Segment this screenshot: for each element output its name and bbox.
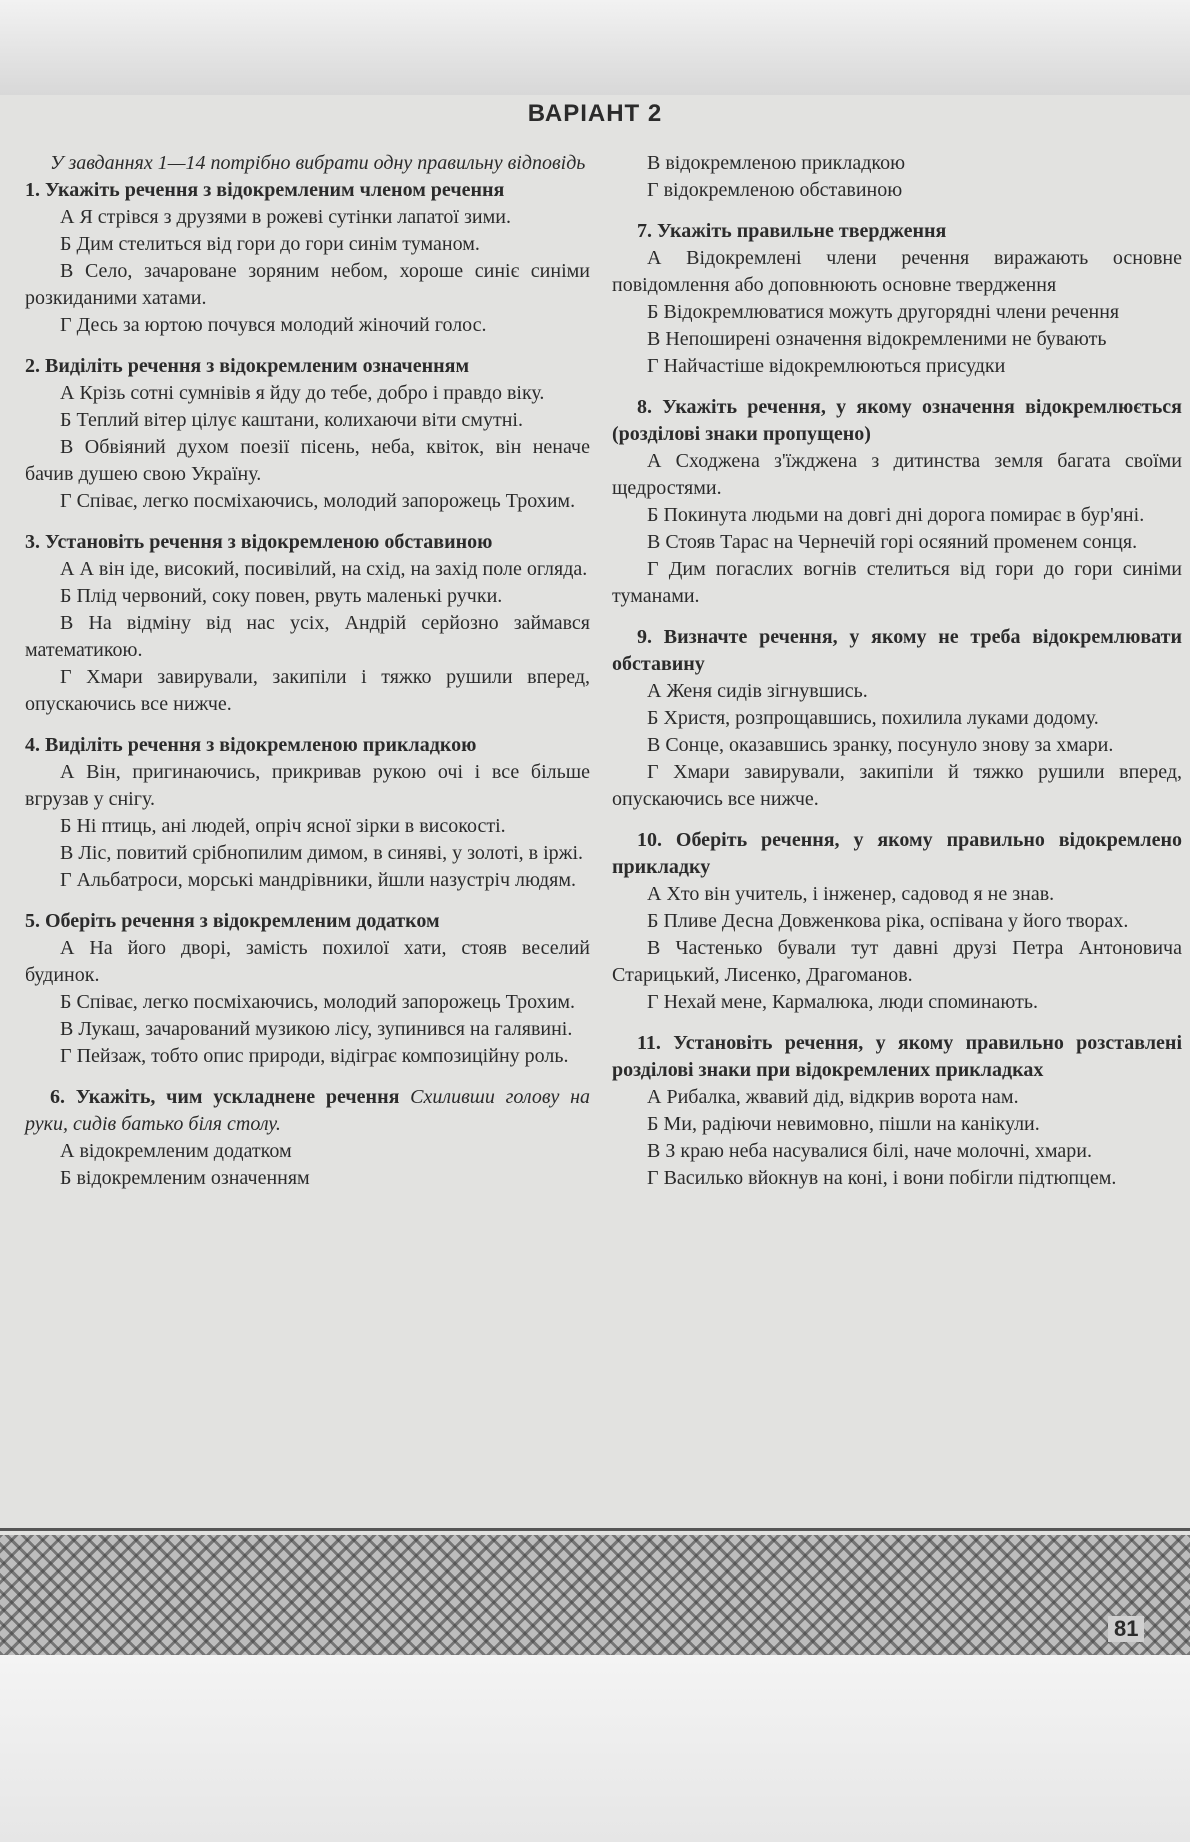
- q7-option-b: Б Відокремлюватися можуть другорядні члени речення: [647, 301, 1120, 323]
- q1-option-d: Г Десь за юртою почувся молодий жіночий голос.: [60, 314, 487, 336]
- q11-option-c: В З краю неба насувалися білі, наче молочні, хмари.: [647, 1140, 1092, 1162]
- q8-option-a: А Сходжена з'їжджена з дитинства земля багата своїми щедростями.: [612, 450, 1182, 499]
- question-5: 5. Оберіть речення з відокремленим додатком: [25, 910, 440, 932]
- question-4: 4. Виділіть речення з відокремленою прикладкою: [25, 734, 477, 756]
- q3-option-d: Г Хмари завирували, закипіли і тяжко рушили вперед, опускаючись все нижче.: [25, 666, 590, 715]
- q8-option-d: Г Дим погаслих вогнів стелиться від гори до гори синіми туманами.: [612, 558, 1182, 607]
- q4-option-c: В Ліс, повитий срібнопилим димом, в синяві, у золоті, в іржі.: [60, 842, 584, 864]
- q2-option-c: В Обвіяний духом поезії пісень, неба, квіток, він неначе бачив душею свою Україну.: [25, 436, 590, 485]
- q7-option-d: Г Найчастіше відокремлюються присудки: [647, 355, 1006, 377]
- question-3: 3. Установіть речення з відокремленою обставиною: [25, 531, 493, 553]
- q1-option-b: Б Дим стелиться від гори до гори синім туманом.: [60, 233, 480, 255]
- right-column: [612, 150, 1182, 1192]
- q2-option-a: А Крізь сотні сумнівів я йду до тебе, добро і правдо віку.: [60, 382, 545, 404]
- q10-option-d: Г Нехай мене, Кармалюка, люди споминають.: [647, 991, 1038, 1013]
- q9-option-b: Б Христя, розпрощавшись, похилила луками додому.: [647, 707, 1099, 729]
- q4-option-b: Б Ні птиць, ані людей, опріч ясної зірки в високості.: [60, 815, 506, 837]
- left-column: [25, 150, 590, 1192]
- q2-option-d: Г Співає, легко посміхаючись, молодий запорожець Трохим.: [60, 490, 576, 512]
- q9-option-a: А Женя сидів зігнувшись.: [647, 680, 868, 702]
- table-surface: [0, 1655, 1190, 1842]
- q8-option-b: Б Покинута людьми на довгі дні дорога помирає в бур'яні.: [647, 504, 1145, 526]
- q6-sentence: Схиливши голову на руки, сидів батько біля столу.: [25, 1086, 591, 1135]
- q10-option-a: А Хто він учитель, і інженер, садовод я не знав.: [647, 883, 1055, 905]
- question-7: 7. Укажіть правильне твердження: [637, 220, 947, 242]
- q9-option-c: В Сонце, оказавшись зранку, посунуло знову за хмари.: [647, 734, 1114, 756]
- q7-option-a: А Відокремлені члени речення виражають основне повідомлення або доповнюють основне твердження: [612, 247, 1182, 296]
- q8-option-c: В Стояв Тарас на Чернечій горі осяяний променем сонця.: [647, 531, 1138, 553]
- q6-prompt: 6. Укажіть, чим ускладнене речення: [50, 1086, 400, 1108]
- q7-option-c: В Непоширені означення відокремленими не бувають: [647, 328, 1107, 350]
- question-8: 8. Укажіть речення, у якому означення відокремлюється (розділові знаки пропущено): [612, 396, 1182, 445]
- q3-option-b: Б Плід червоний, соку повен, рвуть маленькі ручки.: [60, 585, 503, 607]
- question-11: 11. Установіть речення, у якому правильно розставлені розділові знаки при відокремлених прикладках: [612, 1032, 1182, 1081]
- q6-option-a: А відокремленим додатком: [60, 1140, 292, 1162]
- q9-option-d: Г Хмари завирували, закипіли й тяжко рушили вперед, опускаючись все нижче.: [612, 761, 1182, 810]
- background-top: [0, 0, 1190, 95]
- q6-option-b: Б відокремленим означенням: [60, 1167, 310, 1189]
- q11-option-a: А Рибалка, жвавий дід, відкрив ворота нам.: [647, 1086, 1019, 1108]
- ornament-border-line: [0, 1528, 1190, 1531]
- q3-option-c: В На відміну від нас усіх, Андрій серйозно займався математикою.: [25, 612, 590, 661]
- q11-option-d: Г Василько вйокнув на коні, і вони побігли підтюпцем.: [647, 1167, 1117, 1189]
- question-2: 2. Виділіть речення з відокремленим означенням: [25, 355, 470, 377]
- ornament-band: [0, 1535, 1190, 1655]
- question-9: 9. Визначте речення, у якому не треба відокремлювати обставину: [612, 626, 1182, 675]
- question-1: 1. Укажіть речення з відокремленим членом речення: [25, 179, 505, 201]
- q5-option-c: В Лукаш, зачарований музикою лісу, зупинився на галявині.: [60, 1018, 573, 1040]
- q4-option-d: Г Альбатроси, морські мандрівники, йшли назустріч людям.: [60, 869, 576, 891]
- q5-option-b: Б Співає, легко посміхаючись, молодий запорожець Трохим.: [60, 991, 575, 1013]
- question-6: [25, 1084, 590, 1138]
- q4-option-a: А Він, пригинаючись, прикривав рукою очі і все більше вгрузав у снігу.: [25, 761, 590, 810]
- q10-option-c: В Частенько бували тут давні друзі Петра Антоновича Старицький, Лисенко, Драгоманов.: [612, 937, 1182, 986]
- q2-option-b: Б Теплий вітер цілує каштани, колихаючи віти смутні.: [60, 409, 523, 431]
- q1-option-a: А Я стрівся з друзями в рожеві сутінки лапатої зими.: [60, 206, 511, 228]
- question-10: 10. Оберіть речення, у якому правильно відокремлено прикладку: [612, 829, 1182, 878]
- q6-option-d: Г відокремленою обставиною: [647, 179, 903, 201]
- q5-option-d: Г Пейзаж, тобто опис природи, відіграє композиційну роль.: [60, 1045, 569, 1067]
- q3-option-a: А А він іде, високий, посивілий, на схід, на захід поле огляда.: [60, 558, 588, 580]
- page-number: 81: [1108, 1616, 1144, 1642]
- instructions: У завданнях 1—14 потрібно вибрати одну правильну відповідь: [50, 152, 586, 174]
- q5-option-a: А На його дворі, замість похилої хати, стояв веселий будинок.: [25, 937, 590, 986]
- page-title: ВАРІАНТ 2: [527, 100, 663, 127]
- q1-option-c: В Село, зачароване зоряним небом, хороше синіє синіми розкиданими хатами.: [25, 260, 590, 309]
- q6-option-c: В відокремленою прикладкою: [647, 152, 906, 174]
- q10-option-b: Б Пливе Десна Довженкова ріка, оспівана у його творах.: [647, 910, 1129, 932]
- q11-option-b: Б Ми, радіючи невимовно, пішли на канікули.: [647, 1113, 1040, 1135]
